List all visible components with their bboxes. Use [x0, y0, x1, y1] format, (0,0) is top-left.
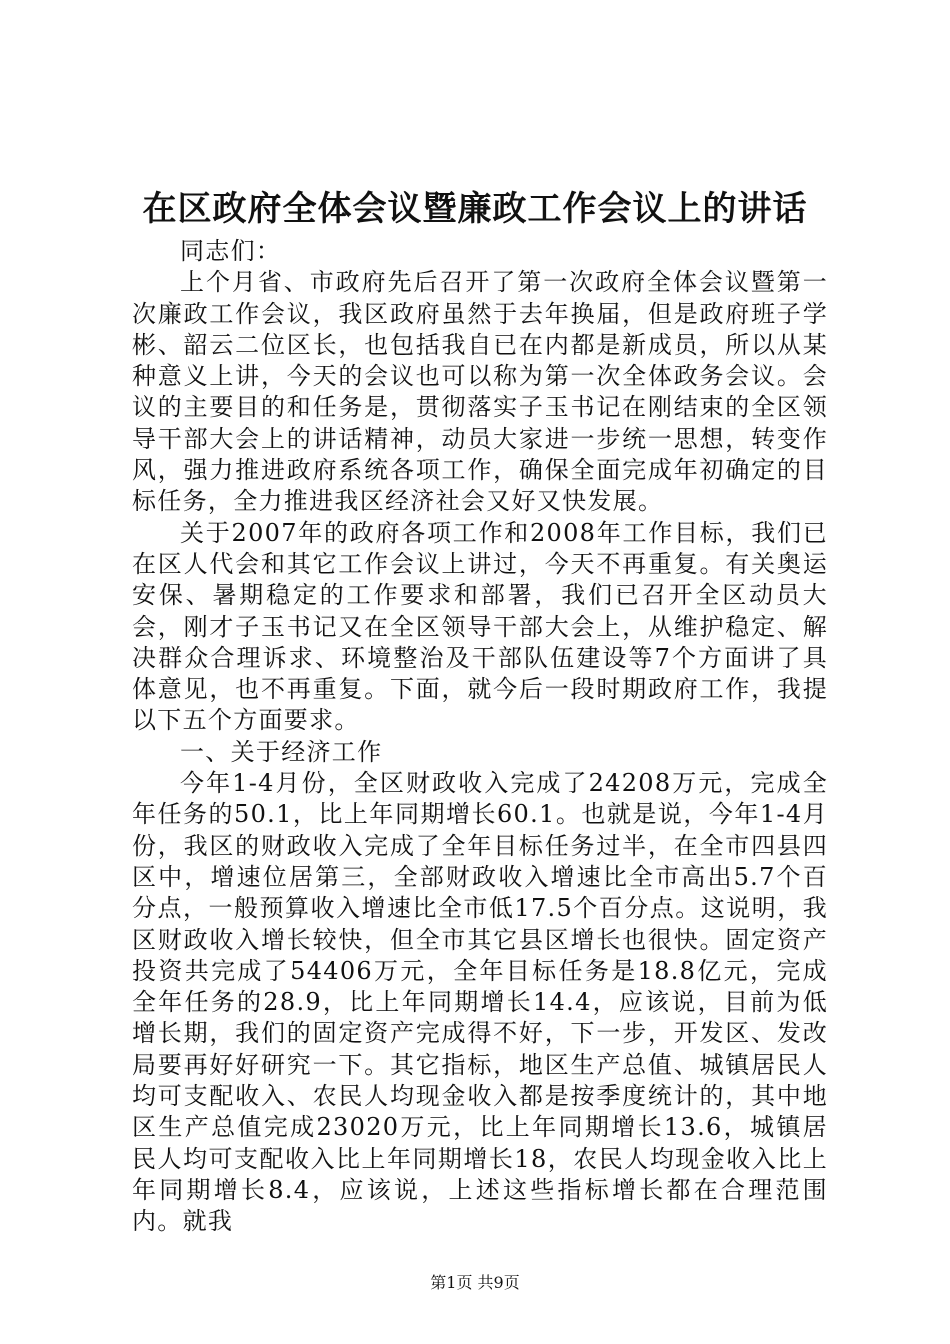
- document-title: 在区政府全体会议暨廉政工作会议上的讲话: [142, 189, 808, 229]
- salutation: 同志们：: [180, 237, 282, 265]
- document-body: [132, 236, 828, 1238]
- page-number-footer: 第1页 共9页: [430, 1273, 520, 1292]
- section-heading-economy: 一、关于经济工作: [180, 737, 383, 766]
- paragraph-intro: 上个月省、市政府先后召开了第一次政府全体会议暨第一次廉政工作会议，我区政府虽然于去年换届，但是政府班子学彬、韶云二位区长，也包括我自已在内都是新成员，所以从某种意义上讲，今天的会议也可以称为第一次全体政务会议。会议的主要目的和任务是，贯彻落实子玉书记在刚结束的全区领导干部大会上的讲话精神，动员大家进一步统一思想，转变作风，强力推进政府系统各项工作，确保全面完成年初确定的目标任务，全力推进我区经济社会又好又快发展。: [132, 268, 828, 516]
- paragraph-background: 关于2007年的政府各项工作和2008年工作目标，我们已在区人代会和其它工作会议上讲过，今天不再重复。有关奥运安保、暑期稳定的工作要求和部署，我们已召开全区动员大会，刚才子玉书记又在全区领导干部大会上，从维护稳定、解决群众合理诉求、环境整治及干部队伍建设等7个方面讲了具体意见，也不再重复。下面，就今后一段时期政府工作，我提以下五个方面要求。: [132, 518, 828, 735]
- paragraph-economy: 今年1-4月份，全区财政收入完成了24208万元，完成全年任务的50.1，比上年同期增长60.1。也就是说，今年1-4月份，我区的财政收入完成了全年目标任务过半，在全市四县四区中，增速位居第三，全部财政收入增速比全市高出5.7个百分点，一般预算收入增速比全市低17.5个百分点。这说明，我区财政收入增长较快，但全市其它县区增长也很快。固定资产投资共完成了54406万元，全年目标任务是18.8亿元，完成全年任务的28.9，比上年同期增长14.4，应该说，目前为低增长期，我们的固定资产完成得不好，下一步，开发区、发改局要再好好研究一下。其它指标，地区生产总值、城镇居民人均可支配收入、农民人均现金收入都是按季度统计的，其中地区生产总值完成23020万元，比上年同期增长13.6，城镇居民人均可支配收入比上年同期增长18，农民人均现金收入比上年同期增长8.4，应该说，上述这些指标增长都在合理范围内。就我: [132, 769, 828, 1236]
